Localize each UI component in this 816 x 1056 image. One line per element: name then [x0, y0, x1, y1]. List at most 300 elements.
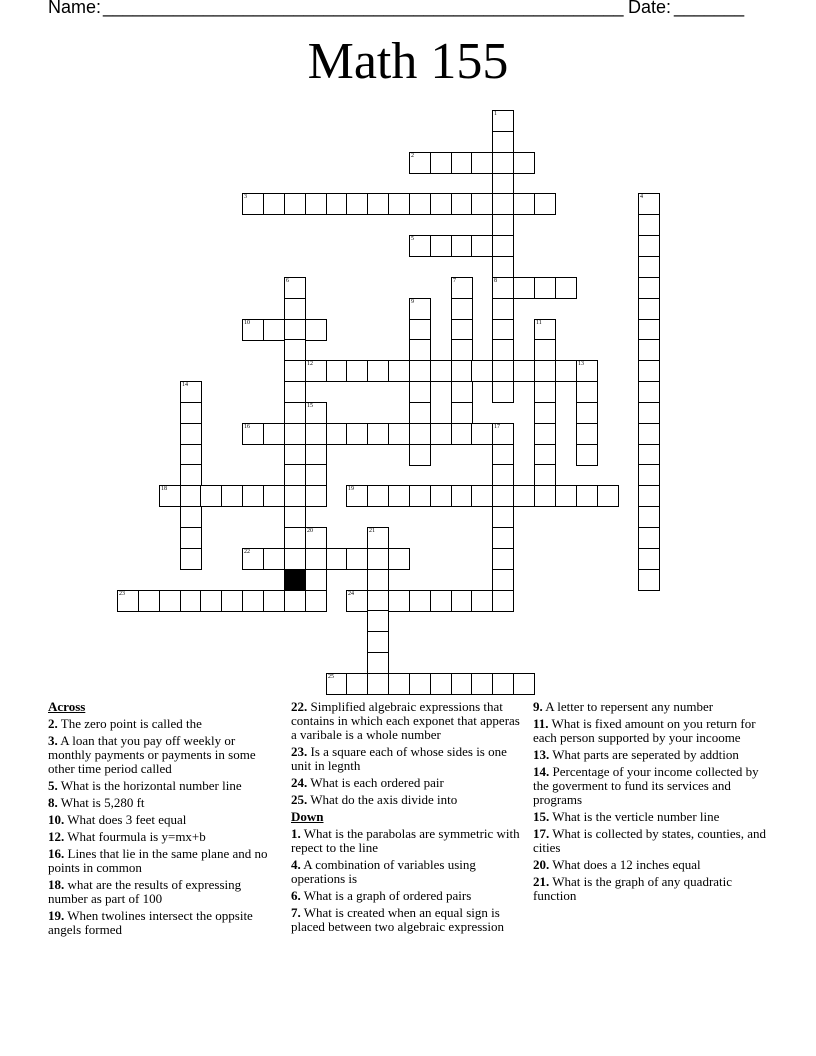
across-clue: [48, 779, 278, 793]
grid-cell[interactable]: [284, 277, 306, 299]
grid-cell[interactable]: [326, 423, 348, 445]
down-clue: [533, 765, 773, 807]
down-clue: [291, 858, 523, 886]
grid-cell[interactable]: [409, 193, 431, 215]
grid-cell[interactable]: [638, 319, 660, 341]
across-clue: [48, 796, 278, 810]
down-clue: [291, 906, 523, 934]
clue-num: 9.: [533, 699, 543, 714]
grid-cell[interactable]: [451, 152, 473, 174]
date-field[interactable]: _______: [674, 0, 745, 17]
grid-cell[interactable]: [367, 569, 389, 591]
grid-cell[interactable]: [492, 152, 514, 174]
grid-cell[interactable]: [284, 485, 306, 507]
clue-text: What is each ordered pair: [307, 775, 444, 790]
grid-cell[interactable]: [263, 485, 285, 507]
grid-cell[interactable]: [409, 673, 431, 695]
down-clue: [533, 858, 773, 872]
grid-cell[interactable]: [409, 298, 431, 320]
grid-cell[interactable]: [492, 527, 514, 549]
clue-number: 17: [494, 424, 500, 430]
grid-cell[interactable]: [346, 360, 368, 382]
grid-cell[interactable]: [409, 152, 431, 174]
grid-cell[interactable]: [305, 193, 327, 215]
clue-text: What is the horizontal number line: [57, 778, 242, 793]
grid-cell[interactable]: [576, 423, 598, 445]
across-clue: [48, 734, 278, 776]
grid-cell[interactable]: [305, 548, 327, 570]
grid-cell[interactable]: [388, 485, 410, 507]
grid-cell[interactable]: [471, 360, 493, 382]
grid-cell[interactable]: [451, 402, 473, 424]
grid-cell[interactable]: [513, 360, 535, 382]
clue-number: 19: [348, 486, 354, 492]
grid-cell[interactable]: [430, 193, 452, 215]
grid-cell[interactable]: [492, 319, 514, 341]
clue-number: 14: [182, 382, 188, 388]
clue-text: The zero point is called the: [57, 716, 202, 731]
clue-text: Simplified algebraic expressions that contains in which each exponet that apperas a varibale is a whole number: [291, 699, 520, 742]
clues-column-1: [48, 700, 278, 940]
grid-cell[interactable]: [492, 110, 514, 132]
grid-cell[interactable]: [346, 590, 368, 612]
clue-number: 12: [307, 361, 313, 367]
clue-text: A letter to repersent any number: [542, 699, 714, 714]
grid-cell[interactable]: [492, 423, 514, 445]
clue-num: 4.: [291, 857, 301, 872]
grid-cell[interactable]: [471, 673, 493, 695]
across-clue: [291, 745, 523, 773]
grid-cell[interactable]: [638, 423, 660, 445]
grid-cell[interactable]: [638, 298, 660, 320]
grid-cell[interactable]: [326, 673, 348, 695]
grid-cell[interactable]: [451, 381, 473, 403]
grid-cell[interactable]: [284, 381, 306, 403]
clue-text: Lines that lie in the same plane and no points in common: [48, 846, 268, 875]
grid-cell[interactable]: [263, 193, 285, 215]
clue-number: 1: [494, 111, 497, 117]
clue-number: 15: [307, 403, 313, 409]
grid-cell[interactable]: [409, 381, 431, 403]
across-clue: [48, 878, 278, 906]
grid-cell[interactable]: [492, 381, 514, 403]
grid-cell[interactable]: [534, 339, 556, 361]
clue-text: A combination of variables using operations is: [291, 857, 476, 886]
grid-cell[interactable]: [367, 527, 389, 549]
grid-cell[interactable]: [492, 298, 514, 320]
grid-cell[interactable]: [242, 193, 264, 215]
across-heading: Across: [48, 699, 86, 714]
grid-cell[interactable]: [346, 193, 368, 215]
grid-cell[interactable]: [513, 673, 535, 695]
grid-cell[interactable]: [284, 444, 306, 466]
grid-cell[interactable]: [534, 402, 556, 424]
grid-cell[interactable]: [534, 485, 556, 507]
grid-cell[interactable]: [451, 319, 473, 341]
clue-number: 5: [411, 236, 414, 242]
clue-text: What parts are seperated by addtion: [549, 747, 739, 762]
clue-num: 5.: [48, 778, 58, 793]
clue-num: 1.: [291, 826, 301, 841]
grid-cell[interactable]: [451, 423, 473, 445]
down-heading: Down: [291, 809, 324, 824]
clue-num: 25.: [291, 792, 308, 807]
grid-cell[interactable]: [367, 485, 389, 507]
grid-cell[interactable]: [367, 360, 389, 382]
grid-cell[interactable]: [451, 673, 473, 695]
grid-cell[interactable]: [471, 235, 493, 257]
grid-cell[interactable]: [638, 193, 660, 215]
grid-cell[interactable]: [451, 339, 473, 361]
clue-number: 4: [640, 194, 643, 200]
grid-cell[interactable]: [638, 548, 660, 570]
grid-cell[interactable]: [242, 590, 264, 612]
clue-text: What does 3 feet equal: [64, 812, 187, 827]
down-clue: [291, 889, 523, 903]
grid-cell[interactable]: [263, 590, 285, 612]
down-clue: [533, 827, 773, 855]
grid-cell[interactable]: [534, 464, 556, 486]
grid-cell[interactable]: [492, 464, 514, 486]
grid-cell[interactable]: [638, 464, 660, 486]
grid-cell[interactable]: [451, 277, 473, 299]
grid-cell[interactable]: [451, 298, 473, 320]
grid-cell[interactable]: [534, 381, 556, 403]
grid-cell[interactable]: [534, 319, 556, 341]
grid-cell[interactable]: [200, 485, 222, 507]
grid-cell[interactable]: [513, 485, 535, 507]
grid-cell[interactable]: [492, 485, 514, 507]
grid-cell[interactable]: [492, 506, 514, 528]
grid-cell[interactable]: [242, 548, 264, 570]
grid-cell[interactable]: [492, 569, 514, 591]
grid-cell[interactable]: [263, 319, 285, 341]
clue-text: What is fixed amount on you return for each person supported by your incoome: [533, 716, 756, 745]
down-clue: [533, 700, 773, 714]
grid-cell[interactable]: [263, 423, 285, 445]
grid-cell[interactable]: [430, 423, 452, 445]
grid-cell[interactable]: [638, 485, 660, 507]
grid-cell[interactable]: [555, 277, 577, 299]
clue-num: 17.: [533, 826, 550, 841]
grid-cell[interactable]: [284, 527, 306, 549]
grid-cell[interactable]: [367, 652, 389, 674]
clue-number: 8: [494, 278, 497, 284]
grid-cell[interactable]: [200, 590, 222, 612]
grid-cell[interactable]: [326, 360, 348, 382]
date-label: Date:: [628, 0, 672, 17]
grid-cell[interactable]: [284, 423, 306, 445]
grid-cell[interactable]: [367, 610, 389, 632]
grid-cell[interactable]: [576, 360, 598, 382]
grid-cell[interactable]: [471, 590, 493, 612]
grid-cell[interactable]: [326, 193, 348, 215]
grid-cell[interactable]: [180, 423, 202, 445]
grid-cell[interactable]: [451, 485, 473, 507]
grid-cell[interactable]: [388, 673, 410, 695]
grid-cell[interactable]: [180, 527, 202, 549]
grid-cell[interactable]: [284, 590, 306, 612]
grid-cell[interactable]: [367, 590, 389, 612]
clue-text: What is the graph of any quadratic function: [533, 874, 733, 903]
grid-cell[interactable]: [513, 277, 535, 299]
clue-num: 22.: [291, 699, 308, 714]
clue-num: 14.: [533, 764, 550, 779]
clue-number: 20: [307, 528, 313, 534]
clue-num: 23.: [291, 744, 308, 759]
grid-cell[interactable]: [492, 590, 514, 612]
clue-num: 11.: [533, 716, 549, 731]
down-clue: [533, 875, 773, 903]
page-title: Math 155: [307, 33, 509, 90]
grid-cell[interactable]: [492, 131, 514, 153]
grid-cell[interactable]: [409, 360, 431, 382]
grid-cell[interactable]: [242, 485, 264, 507]
grid-cell[interactable]: [409, 402, 431, 424]
grid-cell[interactable]: [242, 319, 264, 341]
grid-cell[interactable]: [492, 214, 514, 236]
clue-text: A loan that you pay off weekly or monthly payments or payments in some other time period called: [48, 733, 256, 776]
clue-number: 18: [161, 486, 167, 492]
grid-cell[interactable]: [492, 339, 514, 361]
grid-cell[interactable]: [242, 423, 264, 445]
grid-cell[interactable]: [430, 360, 452, 382]
grid-cell[interactable]: [492, 277, 514, 299]
grid-cell[interactable]: [534, 193, 556, 215]
grid-cell[interactable]: [638, 569, 660, 591]
grid-cell[interactable]: [180, 506, 202, 528]
grid-cell[interactable]: [284, 360, 306, 382]
grid-cell[interactable]: [492, 548, 514, 570]
grid-cell[interactable]: [409, 339, 431, 361]
grid-cell[interactable]: [471, 485, 493, 507]
clue-num: 24.: [291, 775, 308, 790]
grid-cell[interactable]: [451, 193, 473, 215]
grid-cell[interactable]: [471, 193, 493, 215]
grid-cell[interactable]: [534, 444, 556, 466]
across-clue: [48, 830, 278, 844]
grid-cell[interactable]: [638, 214, 660, 236]
clue-text: What is the parabolas are symmetric with repect to the line: [291, 826, 520, 855]
grid-cell[interactable]: [513, 193, 535, 215]
name-field[interactable]: ____________________________________________________: [103, 0, 624, 17]
grid-cell[interactable]: [388, 360, 410, 382]
grid-cell[interactable]: [638, 339, 660, 361]
grid-cell[interactable]: [180, 444, 202, 466]
grid-cell[interactable]: [638, 256, 660, 278]
grid-cell[interactable]: [284, 339, 306, 361]
grid-cell[interactable]: [180, 464, 202, 486]
across-clue: [291, 700, 523, 742]
clue-number: 21: [369, 528, 375, 534]
grid-cell[interactable]: [305, 360, 327, 382]
grid-cell[interactable]: [180, 402, 202, 424]
grid-cell[interactable]: [638, 235, 660, 257]
grid-cell[interactable]: [430, 235, 452, 257]
grid-cell[interactable]: [471, 423, 493, 445]
grid-cell[interactable]: [638, 527, 660, 549]
grid-cell[interactable]: [284, 402, 306, 424]
grid-cell[interactable]: [534, 423, 556, 445]
grid-cell[interactable]: [409, 319, 431, 341]
grid-cell[interactable]: [638, 402, 660, 424]
clue-num: 7.: [291, 905, 301, 920]
clue-num: 6.: [291, 888, 301, 903]
grid-cell[interactable]: [346, 548, 368, 570]
clue-text: Is a square each of whose sides is one unit in legnth: [291, 744, 507, 773]
grid-cell[interactable]: [471, 152, 493, 174]
grid-cell[interactable]: [638, 360, 660, 382]
grid-cell[interactable]: [555, 485, 577, 507]
clue-text: Percentage of your income collected by the goverment to fund its services and programs: [533, 764, 759, 807]
down-clue: [533, 748, 773, 762]
grid-cell[interactable]: [492, 235, 514, 257]
grid-cell[interactable]: [409, 485, 431, 507]
grid-cell[interactable]: [430, 485, 452, 507]
clue-num: 10.: [48, 812, 65, 827]
grid-cell[interactable]: [367, 673, 389, 695]
grid-cell[interactable]: [492, 256, 514, 278]
grid-cell[interactable]: [388, 423, 410, 445]
across-clue: [291, 776, 523, 790]
grid-cell[interactable]: [221, 590, 243, 612]
grid-cell[interactable]: [263, 548, 285, 570]
grid-cell[interactable]: [451, 590, 473, 612]
grid-cell[interactable]: [117, 590, 139, 612]
grid-cell[interactable]: [409, 590, 431, 612]
clue-text: What is created when an equal sign is placed between two algebraic expression: [291, 905, 504, 934]
grid-cell[interactable]: [346, 673, 368, 695]
grid-block: [284, 569, 306, 591]
clue-text: what are the results of expressing number as part of 100: [48, 877, 242, 906]
down-clue: [291, 827, 523, 855]
clue-num: 13.: [533, 747, 550, 762]
clue-num: 20.: [533, 857, 550, 872]
grid-cell[interactable]: [576, 444, 598, 466]
grid-cell[interactable]: [534, 277, 556, 299]
clue-number: 6: [286, 278, 289, 284]
clue-text: What does a 12 inches equal: [549, 857, 701, 872]
grid-cell[interactable]: [388, 548, 410, 570]
clue-number: 11: [536, 320, 542, 326]
grid-cell[interactable]: [367, 631, 389, 653]
grid-cell[interactable]: [576, 381, 598, 403]
clue-text: What is the verticle number line: [549, 809, 720, 824]
clue-number: 22: [244, 549, 250, 555]
grid-cell[interactable]: [305, 485, 327, 507]
grid-cell[interactable]: [284, 464, 306, 486]
grid-cell[interactable]: [451, 360, 473, 382]
grid-cell[interactable]: [305, 402, 327, 424]
grid-cell[interactable]: [305, 569, 327, 591]
clue-num: 15.: [533, 809, 550, 824]
grid-cell[interactable]: [180, 381, 202, 403]
grid-cell[interactable]: [492, 173, 514, 195]
clue-text: What is 5,280 ft: [57, 795, 145, 810]
clue-text: What is collected by states, counties, and cities: [533, 826, 766, 855]
grid-cell[interactable]: [305, 319, 327, 341]
grid-cell[interactable]: [326, 548, 348, 570]
clues-column-2: [291, 700, 523, 937]
grid-cell[interactable]: [367, 548, 389, 570]
grid-cell[interactable]: [305, 464, 327, 486]
grid-cell[interactable]: [305, 423, 327, 445]
grid-cell[interactable]: [138, 590, 160, 612]
grid-cell[interactable]: [159, 590, 181, 612]
grid-cell[interactable]: [367, 423, 389, 445]
grid-cell[interactable]: [284, 319, 306, 341]
grid-cell[interactable]: [409, 444, 431, 466]
grid-cell[interactable]: [430, 590, 452, 612]
across-clue: [48, 813, 278, 827]
clue-number: 24: [348, 591, 354, 597]
grid-cell[interactable]: [638, 506, 660, 528]
down-clue: [533, 717, 773, 745]
grid-cell[interactable]: [492, 444, 514, 466]
clue-number: 7: [453, 278, 456, 284]
grid-cell[interactable]: [284, 193, 306, 215]
clue-num: 18.: [48, 877, 65, 892]
clue-num: 3.: [48, 733, 58, 748]
grid-cell[interactable]: [180, 590, 202, 612]
grid-cell[interactable]: [388, 590, 410, 612]
clues-column-3: [533, 700, 773, 906]
grid-cell[interactable]: [513, 152, 535, 174]
grid-cell[interactable]: [305, 444, 327, 466]
grid-cell[interactable]: [221, 485, 243, 507]
across-clue: [48, 717, 278, 731]
clue-number: 10: [244, 320, 250, 326]
name-label: Name:: [48, 0, 102, 17]
grid-cell[interactable]: [638, 277, 660, 299]
grid-cell[interactable]: [492, 360, 514, 382]
grid-cell[interactable]: [159, 485, 181, 507]
grid-cell[interactable]: [492, 673, 514, 695]
clue-number: 16: [244, 424, 250, 430]
grid-cell[interactable]: [430, 673, 452, 695]
grid-cell[interactable]: [534, 360, 556, 382]
grid-cell[interactable]: [284, 298, 306, 320]
grid-cell[interactable]: [555, 360, 577, 382]
grid-cell[interactable]: [388, 193, 410, 215]
grid-cell[interactable]: [284, 548, 306, 570]
clue-num: 2.: [48, 716, 58, 731]
grid-cell[interactable]: [451, 235, 473, 257]
grid-cell[interactable]: [409, 235, 431, 257]
grid-cell[interactable]: [576, 402, 598, 424]
grid-cell[interactable]: [430, 152, 452, 174]
grid-cell[interactable]: [597, 485, 619, 507]
grid-cell[interactable]: [492, 193, 514, 215]
grid-cell[interactable]: [284, 506, 306, 528]
grid-cell[interactable]: [180, 485, 202, 507]
grid-cell[interactable]: [305, 590, 327, 612]
grid-cell[interactable]: [576, 485, 598, 507]
grid-cell[interactable]: [346, 423, 368, 445]
clue-num: 16.: [48, 846, 65, 861]
clue-num: 12.: [48, 829, 65, 844]
clue-number: 23: [119, 591, 125, 597]
grid-cell[interactable]: [638, 381, 660, 403]
grid-cell[interactable]: [638, 444, 660, 466]
down-clue: [533, 810, 773, 824]
grid-cell[interactable]: [367, 193, 389, 215]
clue-text: What fourmula is y=mx+b: [64, 829, 206, 844]
grid-cell[interactable]: [346, 485, 368, 507]
grid-cell[interactable]: [409, 423, 431, 445]
grid-cell[interactable]: [180, 548, 202, 570]
grid-cell[interactable]: [305, 527, 327, 549]
